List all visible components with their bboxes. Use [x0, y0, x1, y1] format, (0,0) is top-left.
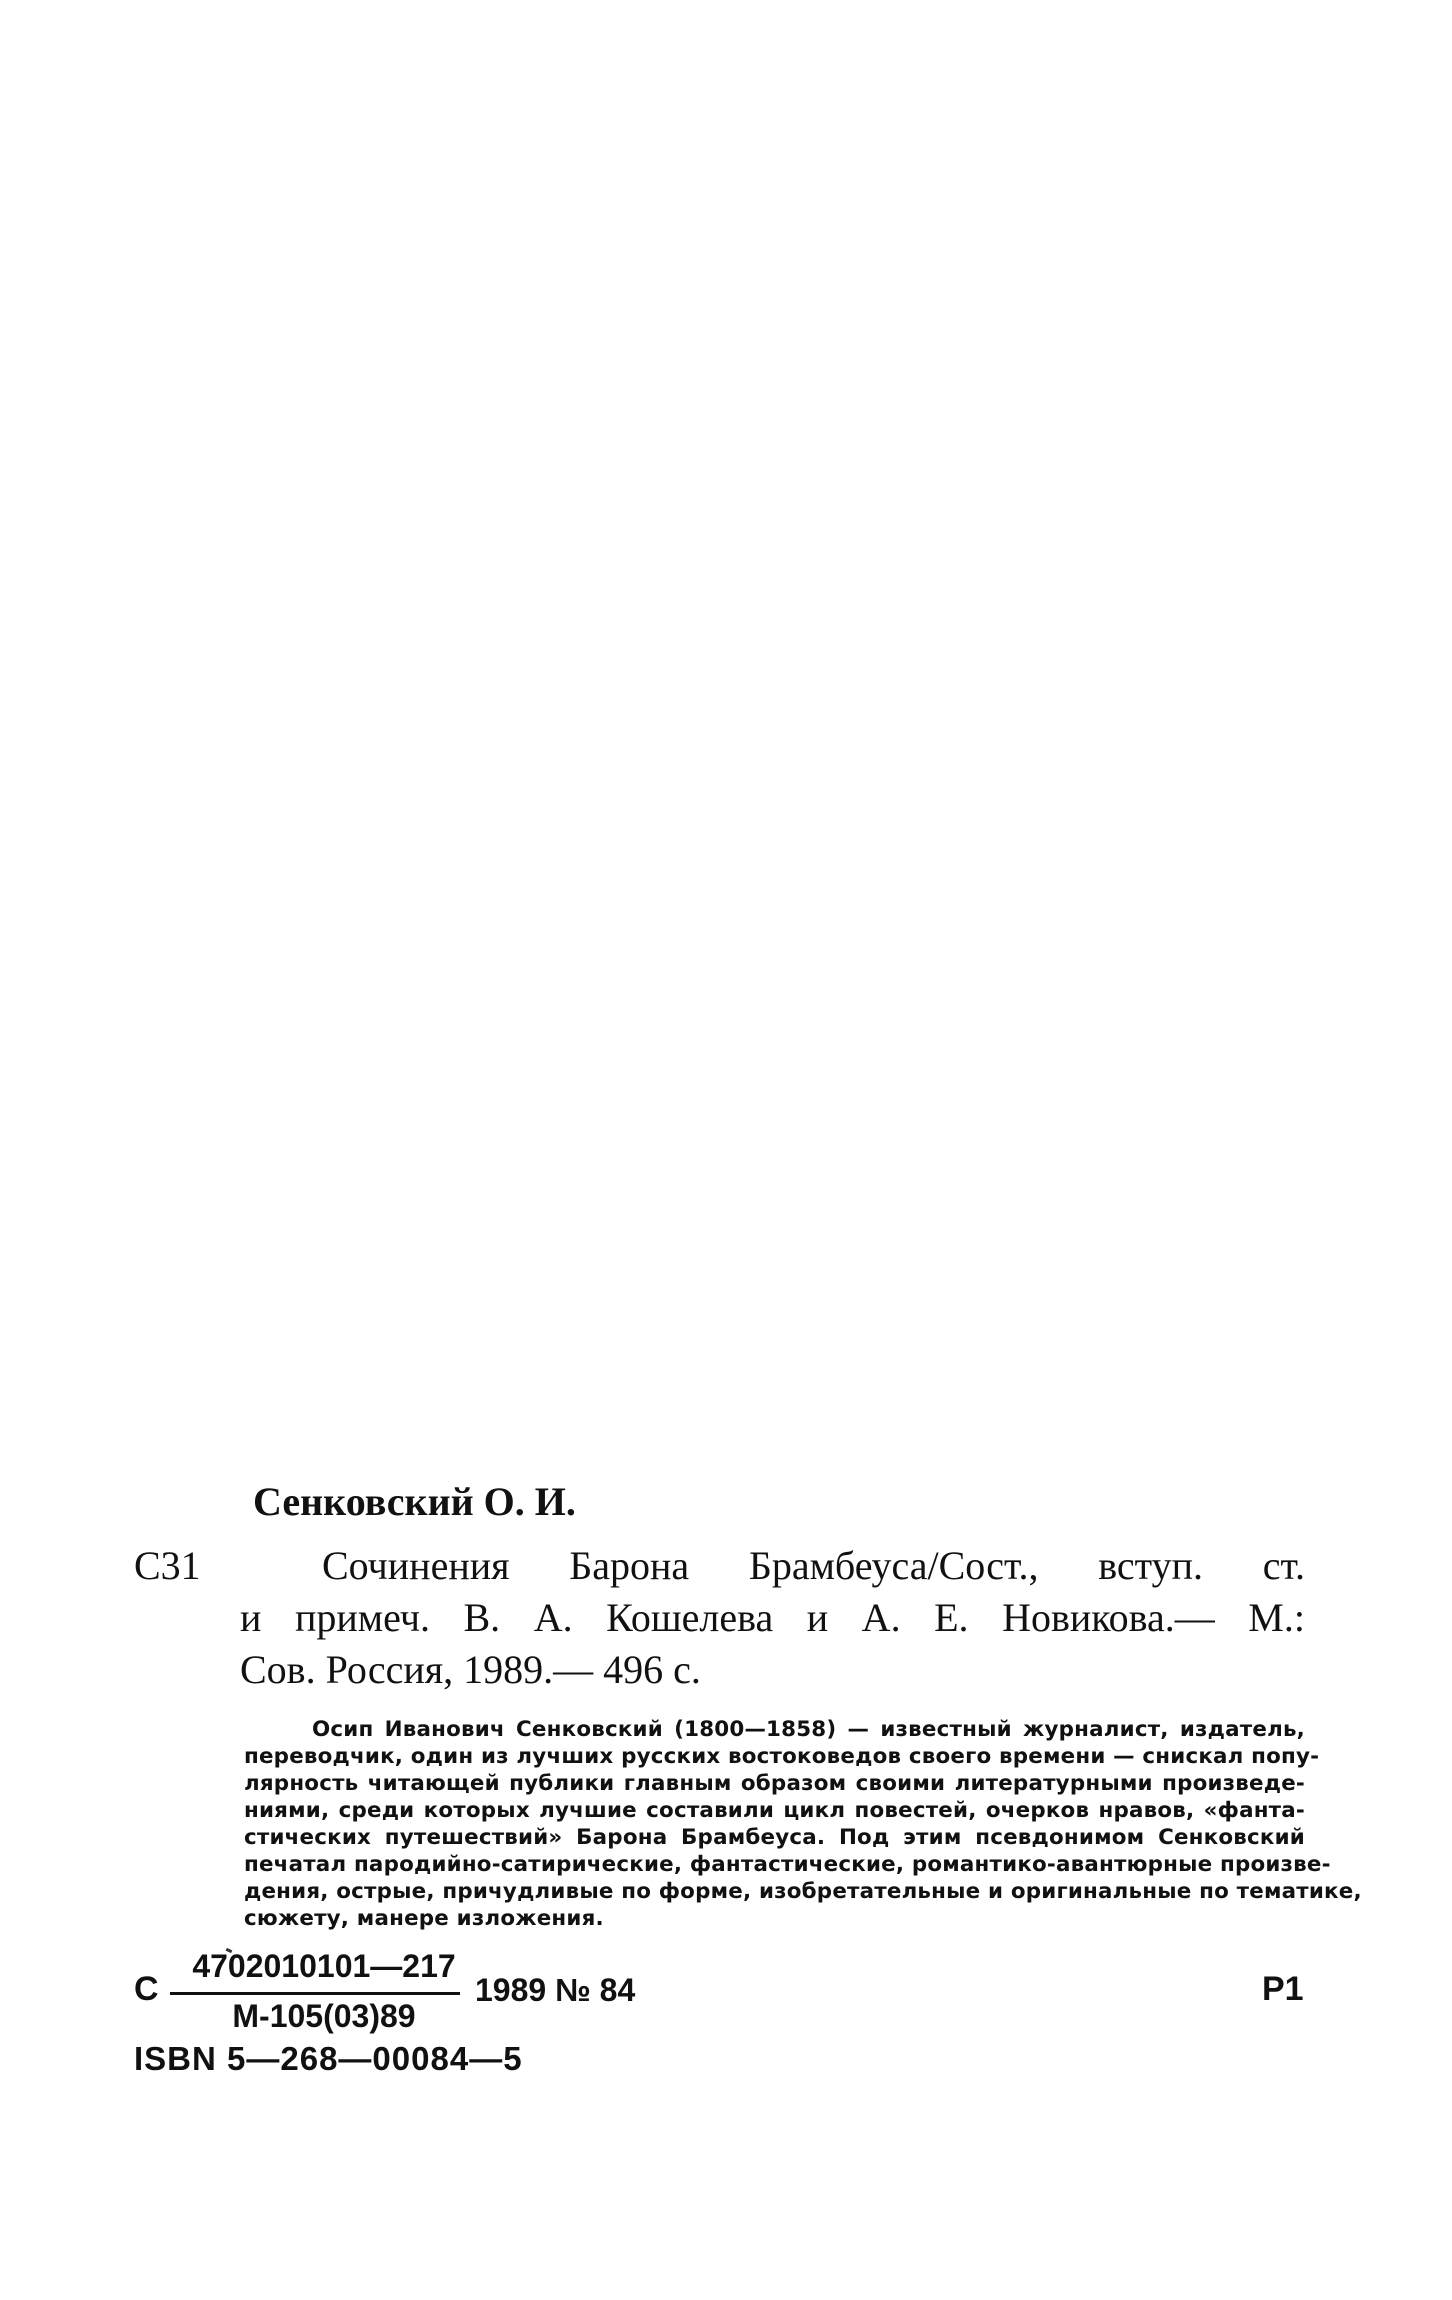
classification-denominator: М-105(03)89 — [232, 1998, 416, 2034]
fraction-divider — [170, 1992, 460, 1995]
annotation-line: Осип Иванович Сенковский (1800—1858) — известный журналист, издатель, — [312, 1717, 1305, 1742]
classification-letter: С — [134, 1970, 159, 2008]
isbn-number: ISBN 5—268—00084—5 — [134, 2040, 523, 2077]
bibliographic-line: и примеч. В. А. Кошелева и А. Е. Новикова.— М.: — [240, 1595, 1305, 1640]
bibliographic-entry — [240, 1540, 1305, 1696]
bibliographic-line: Сочинения Барона Брамбеуса/Сост., вступ. ст. — [322, 1543, 1305, 1588]
annotation-line: сюжету, манере изложения. — [244, 1906, 604, 1931]
annotation-line: переводчик, один из лучших русских востоковедов своего времени — снискал попу- — [244, 1744, 1320, 1769]
annotation-line: печатал пародийно-сатирические, фантастические, романтико-авантюрные произве- — [244, 1852, 1331, 1877]
annotation-line: дения, острые, причудливые по форме, изобретательные и оригинальные по тематике, — [244, 1879, 1362, 1904]
year-and-number: 1989 № 84 — [475, 1972, 636, 2008]
library-index-code: С31 — [134, 1543, 201, 1588]
category-code: Р1 — [1262, 1970, 1304, 2008]
classification-numerator: 4702010101—217 — [192, 1948, 456, 1984]
annotation-paragraph — [244, 1716, 1362, 1932]
annotation-line: стических путешествий» Барона Брамбеуса. Под этим псевдонимом Сенковский — [244, 1825, 1305, 1850]
bibliographic-line: Сов. Россия, 1989.— 496 с. — [240, 1647, 701, 1692]
author-name: Сенковский О. И. — [253, 1479, 576, 1524]
annotation-line: ниями, среди которых лучшие составили цикл повестей, очерков нравов, «фанта- — [244, 1798, 1305, 1823]
annotation-line: лярность читающей публики главным образом своими литературными произведе- — [244, 1771, 1305, 1796]
